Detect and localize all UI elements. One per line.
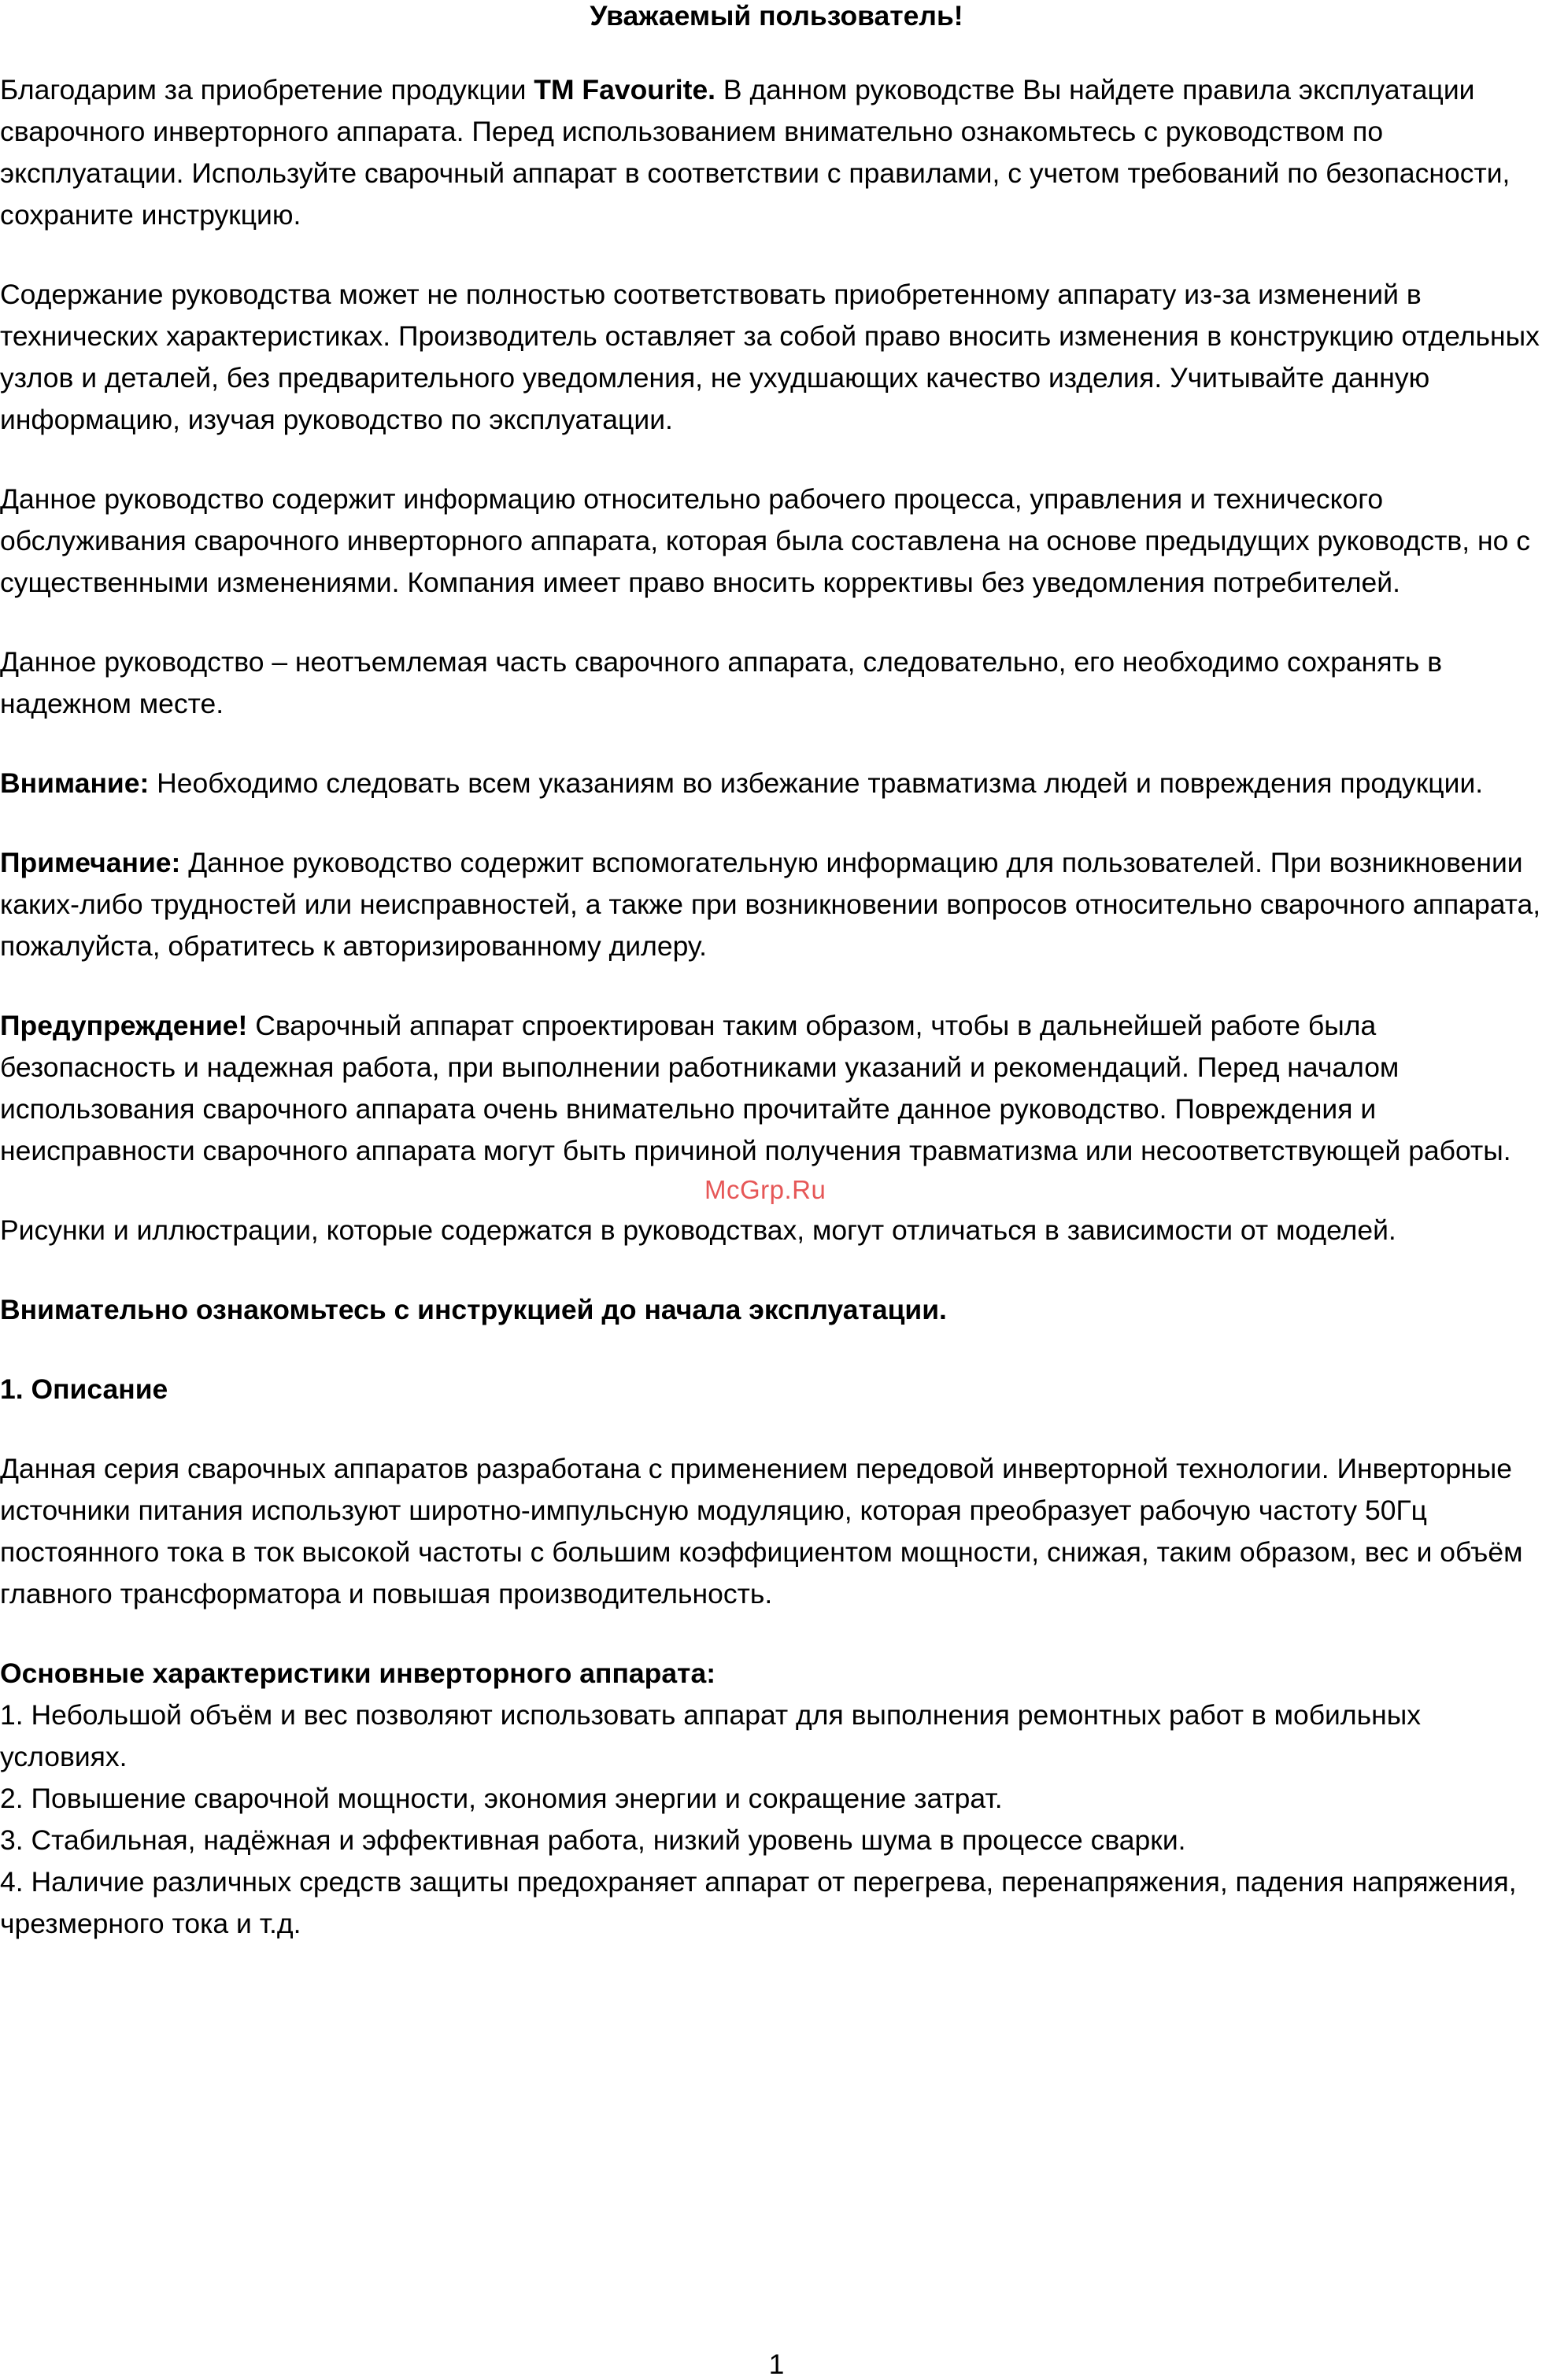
features-heading: Основные характеристики инверторного аппарата: [0, 1658, 716, 1689]
intro-paragraph [0, 69, 1553, 236]
attention-text: Необходимо следовать всем указаниям во избежание травматизма людей и повреждения продукции. [149, 767, 1484, 799]
illustrations-paragraph: Рисунки и иллюстрации, которые содержатся в руководствах, могут отличаться в зависимости от моделей. [0, 1214, 1396, 1246]
warning-paragraph [0, 1005, 1553, 1172]
note-label: Примечание: [0, 847, 181, 878]
list-item: 2. Повышение сварочной мощности, экономия энергии и сокращение затрат. [0, 1783, 1003, 1814]
read-carefully-heading: Внимательно ознакомьтесь с инструкцией до начала эксплуатации. [0, 1294, 947, 1325]
attention-label: Внимание: [0, 767, 150, 799]
list-item: 3. Стабильная, надёжная и эффективная работа, низкий уровень шума в процессе сварки. [0, 1824, 1186, 1856]
note-paragraph [0, 842, 1553, 967]
manual-info-paragraph: Данное руководство содержит информацию относительно рабочего процесса, управления и технического обслуживания сварочного инверторного аппарата, которая была составлена на основе предыдущих руководств, но с существенными изменениями. Компания имеет право вносить коррективы без уведомления потребителей. [0, 483, 1530, 598]
content-changes-paragraph: Содержание руководства может не полностью соответствовать приобретенному аппарату из-за изменений в технических характеристиках. Производитель оставляет за собой право вносить изменения в конструкцию отдельных узлов и деталей, без предварительного уведомления, не ухудшающих качество изделия. Учитывайте данную информацию, изучая руководство по эксплуатации. [0, 279, 1540, 435]
section-1-text: Данная серия сварочных аппаратов разработана с применением передовой инверторной технологии. Инверторные источники питания используют широтно-импульсную модуляцию, которая преобразует рабочую частоту 50Гц постоянного тока в ток высокой частоты с большим коэффициентом мощности, снижая, таким образом, вес и объём главного трансформатора и повышая производительность. [0, 1453, 1523, 1609]
list-item: 1. Небольшой объём и вес позволяют использовать аппарат для выполнения ремонтных работ в мобильных условиях. [0, 1699, 1421, 1772]
warning-text: Сварочный аппарат спроектирован таким образом, чтобы в дальнейшей работе была безопасность и надежная работа, при выполнении работниками указаний и рекомендаций. Перед началом использования сварочного аппарата очень внимательно прочитайте данное руководство. Повреждения и неисправности сварочного аппарата могут быть причиной получения травматизма или несоответствующей работы. [0, 1010, 1511, 1166]
intro-prefix: Благодарим за приобретение продукции [0, 74, 534, 105]
list-item: 4. Наличие различных средств защиты предохраняет аппарат от перегрева, перенапряжения, падения напряжения, чрезмерного тока и т.д. [0, 1866, 1517, 1939]
page-title: Уважаемый пользователь! [590, 0, 963, 31]
watermark: McGrp.Ru [704, 1175, 826, 1204]
attention-paragraph [0, 763, 1553, 804]
intro-suffix: В данном руководстве Вы найдете правила эксплуатации сварочного инверторного аппарата. Перед использованием внимательно ознакомьтесь с руководством по эксплуатации. Используйте сварочный аппарат в соответствии с правилами, с учетом требований по безопасности, сохраните инструкцию. [0, 74, 1510, 231]
page-number: 1 [768, 2349, 785, 2380]
brand-name: TM Favourite. [534, 74, 716, 105]
section-1-heading: 1. Описание [0, 1373, 168, 1405]
note-text: Данное руководство содержит вспомогательную информацию для пользователей. При возникновении каких-либо трудностей или неисправностей, а также при возникновении вопросов относительно сварочного аппарата, пожалуйста, обратитесь к авторизированному дилеру. [0, 847, 1541, 962]
features-list [0, 1694, 1553, 1945]
warning-label: Предупреждение! [0, 1010, 248, 1041]
keep-manual-paragraph: Данное руководство – неотъемлемая часть сварочного аппарата, следовательно, его необходимо сохранять в надежном месте. [0, 646, 1443, 719]
